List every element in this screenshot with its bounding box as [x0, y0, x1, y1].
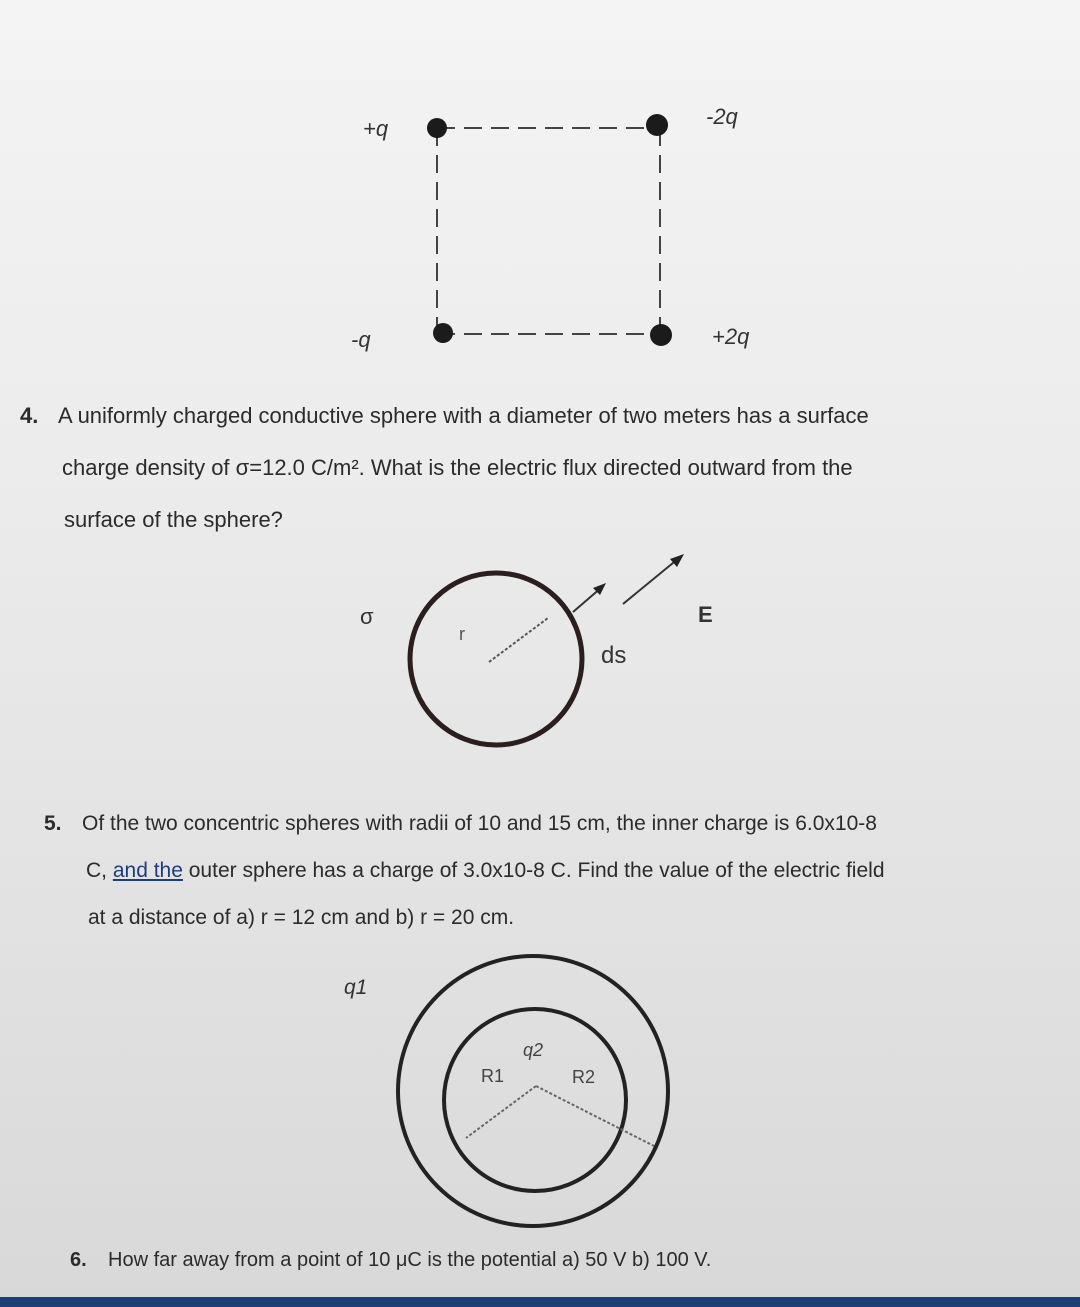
charge-label-bottom-left: -q [351, 327, 371, 352]
question-5 [44, 800, 1044, 941]
q2-label: q2 [523, 1040, 544, 1060]
r2-label: R2 [572, 1067, 596, 1087]
inner-sphere [444, 1009, 626, 1191]
question-4-number: 4. [20, 403, 39, 428]
e-field-label: E [698, 602, 713, 627]
question-5-line-1: Of the two concentric spheres with radii of 10 and 15 cm, the inner charge is 6.0x10-8 [82, 812, 877, 835]
radius-r2-line [536, 1086, 654, 1146]
question-5-line-3: at a distance of a) r = 12 cm and b) r = 20 cm. [88, 906, 515, 929]
square-dashed-edges [437, 128, 660, 334]
question-6-text: How far away from a point of 10 μC is the potential a) 50 V b) 100 V. [108, 1249, 712, 1271]
charge-dot-bottom-left [433, 323, 453, 343]
charged-sphere [410, 573, 582, 745]
ds-label: ds [601, 642, 627, 669]
charge-dot-bottom-right [650, 324, 672, 346]
radius-r1-line [466, 1086, 536, 1138]
r1-label: R1 [481, 1066, 505, 1086]
question-5-line-2: C, and the outer sphere has a charge of 3.0x10-8 C. Find the value of the electric field [86, 859, 885, 882]
charge-label-top-right: -2q [706, 104, 738, 129]
radius-label: r [459, 624, 465, 644]
question-6-number: 6. [70, 1249, 87, 1271]
question-6 [70, 1234, 1050, 1286]
question-4 [20, 390, 1060, 546]
e-field-arrow-head [670, 554, 684, 567]
sigma-label: σ [360, 604, 374, 629]
question-5-number: 5. [44, 812, 62, 835]
charge-label-bottom-right: +2q [712, 324, 750, 349]
charge-dot-top-right [646, 114, 668, 136]
radius-line [489, 618, 548, 662]
underlined-text: and the [112, 859, 183, 882]
q1-label: q1 [344, 976, 368, 999]
charge-dot-top-left [427, 118, 447, 138]
question-4-line-1: A uniformly charged conductive sphere with a diameter of two meters has a surface [58, 403, 869, 428]
question-4-line-2: charge density of σ=12.0 C/m². What is the electric flux directed outward from the [62, 455, 853, 480]
question-4-line-3: surface of the sphere? [64, 507, 283, 532]
charge-label-top-left: +q [363, 116, 389, 141]
screen-bottom-bar [0, 1297, 1080, 1307]
e-field-arrow [623, 558, 679, 604]
